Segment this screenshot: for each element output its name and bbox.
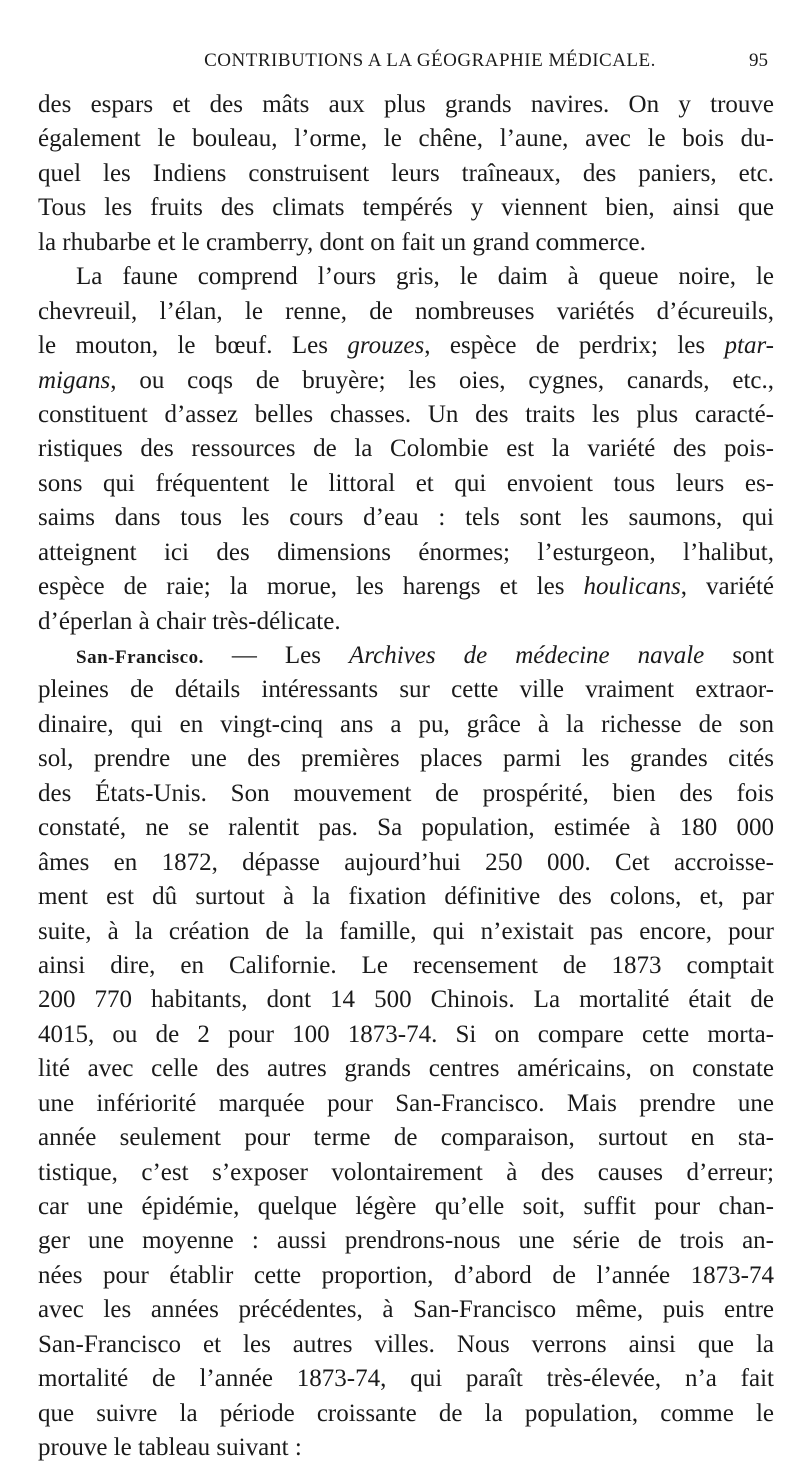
text-line [38,157,774,191]
text-line [38,1431,774,1465]
text-line [38,536,774,570]
text-line [38,295,774,329]
line-text: prouve le tableau suivant : [38,1434,302,1462]
text-line [38,811,774,845]
line-text: ment est dû surtout à la fixation définitive des colons, et, par [38,883,774,911]
text-line [38,1052,774,1086]
line-text: quel les Indiens construisent leurs traîneaux, des paniers, etc. [38,159,774,187]
line-text: tistique, c’est s’exposer volontairement à des causes d’erreur; [38,1158,774,1186]
text-line [38,880,774,914]
line-text: espèce de raie; la morue, les harengs et les [38,573,584,601]
line-text: 4015, ou de 2 pour 100 1873-74. Si on compare cette morta- [38,1020,774,1048]
italic-title: Archives de médecine navale [349,642,705,669]
line-text: sol, prendre une des premières places parmi les grandes cités [38,745,774,773]
line-text: constaté, ne se ralentit pas. Sa population, estimée à 180 000 [38,814,774,842]
body-text [38,88,774,1466]
text-line [38,398,774,432]
text-line [38,1087,774,1121]
line-text: des États-Unis. Son mouvement de prospérité, bien des fois [38,779,774,807]
text-line [38,191,774,225]
line-text: San-Francisco et les autres villes. Nous verrons ainsi que la [38,1330,774,1358]
italic-term: houlicans [583,573,681,601]
text-line [38,605,774,639]
text-line [38,226,774,260]
line-text: lité avec celle des autres grands centres américains, on constate [38,1055,774,1083]
line-text: une infériorité marquée pour San-Francisco. Mais prendre une [38,1089,774,1117]
text-line [38,122,774,156]
text-line [38,1018,774,1052]
page-number: 95 [749,50,768,71]
text-line [38,949,774,983]
line-text: avec les années précédentes, à San-Francisco même, puis entre [38,1296,774,1324]
line-text: , variété [680,573,774,601]
text-line [38,1190,774,1224]
line-text: suite, à la création de la famille, qui n’existait pas encore, pour [38,917,774,945]
text-line [38,983,774,1017]
line-text: nées pour établir cette proportion, d’abord de l’année 1873-74 [38,1261,774,1289]
line-text: âmes en 1872, dépasse aujourd’hui 250 000. Cet accroisse- [38,848,774,876]
text-line [38,501,774,535]
text-line [38,467,774,501]
line-text: le mouton, le bœuf. Les [38,332,348,360]
text-line [38,432,774,466]
line-text: dinaire, qui en vingt-cinq ans a pu, grâce à la richesse de son [38,710,774,738]
line-text: la rhubarbe et le cramberry, dont on fait un grand commerce. [38,228,646,256]
line-text: La faune comprend l’ours gris, le daim à queue noire, le [76,263,774,291]
text-line [38,742,774,776]
line-text: constituent d’assez belles chasses. Un des traits les plus caracté- [38,400,774,428]
line-text: , ou coqs de bruyère; les oies, cygnes, canards, etc., [110,366,774,394]
text-line [38,1121,774,1155]
text-line [38,1397,774,1431]
text-line [38,1259,774,1293]
line-text: ainsi dire, en Californie. Le recensement de 1873 comptait [38,951,774,979]
text-line [38,1156,774,1190]
line-text: ristiques des ressources de la Colombie est la variété des pois- [38,435,774,463]
line-text: ger une moyenne : aussi prendrons-nous une série de trois an- [38,1227,774,1255]
line-text: Tous les fruits des climats tempérés y viennent bien, ainsi que [38,194,774,222]
text-line [38,1293,774,1327]
section-heading: San-Francisco. [76,647,204,668]
line-text: que suivre la période croissante de la population, comme le [38,1399,774,1427]
italic-term: migans [38,366,111,394]
text-line [38,88,774,122]
line-text: année seulement pour terme de comparaison, surtout en sta- [38,1124,774,1152]
text-line [38,915,774,949]
line-text: saims dans tous les cours d’eau : tels sont les saumons, qui [38,504,774,532]
line-text: atteignent ici des dimensions énormes; l’esturgeon, l’halibut, [38,538,774,566]
text-line [38,1362,774,1396]
text-line [38,777,774,811]
line-text: pleines de détails intéressants sur cette ville vraiment extraor- [38,676,774,704]
line-text: mortalité de l’année 1873-74, qui paraît très-élevée, n’a fait [38,1365,774,1393]
line-text: sont [704,642,774,669]
paragraph-start-line [38,260,774,294]
italic-term: grouzes [347,332,425,360]
text-line [38,364,774,398]
line-text: d’éperlan à chair très-délicate. [38,607,341,635]
text-line [38,673,774,707]
text-line [38,708,774,742]
line-text: des espars et des mâts aux plus grands navires. On y trouve [38,91,774,118]
line-text: , espèce de perdrix; les [424,332,725,360]
line-text: sons qui fréquentent le littoral et qui envoient tous leurs es- [38,469,774,497]
line-text: — Les [203,642,350,669]
text-line [38,1224,774,1258]
text-line [38,329,774,363]
section-heading-line [38,639,774,673]
italic-term: ptar- [724,332,774,360]
line-text: également le bouleau, l’orme, le chêne, l’aune, avec le bois du- [38,125,774,153]
line-text: 200 770 habitants, dont 14 500 Chinois. La mortalité était de [38,986,774,1014]
running-head: CONTRIBUTIONS A LA GÉOGRAPHIE MÉDICALE. [204,50,656,71]
text-line [38,570,774,604]
text-line [38,1328,774,1362]
text-line [38,846,774,880]
line-text: car une épidémie, quelque légère qu’elle soit, suffit pour chan- [38,1193,774,1220]
line-text: chevreuil, l’élan, le renne, de nombreuses variétés d’écureuils, [38,297,774,325]
